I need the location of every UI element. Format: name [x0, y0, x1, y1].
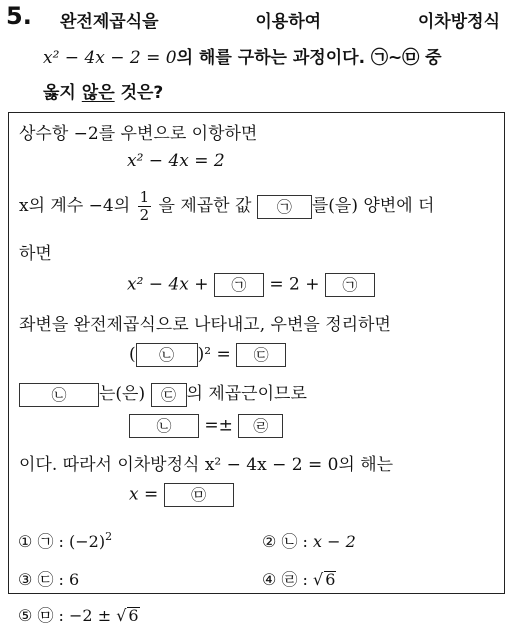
solution-equation [129, 414, 283, 438]
question-text: 완전제곱식을 [60, 12, 159, 32]
blank-box-2: ㉡ [129, 414, 199, 438]
solution-equation [129, 343, 286, 367]
sqrt-symbol: √ [116, 606, 127, 625]
solution-line [19, 379, 307, 407]
solution-box [8, 112, 505, 594]
blank-box-2: ㉡ [136, 343, 198, 367]
solution-equation [127, 273, 375, 297]
equation-text: x² − 4x = 2 [127, 151, 225, 171]
choice-number: ⑤ [18, 606, 33, 625]
choice-expression: x − 2 [313, 532, 356, 551]
choice-4[interactable]: ④ ㉣ : √ 6 [262, 570, 336, 589]
choice-number: ② [262, 532, 277, 551]
solution-line: 좌변을 완전제곱식으로 나타내고, 우변을 정리하면 [19, 315, 391, 335]
solution-line: 상수항 −2를 우변으로 이항하면 [19, 124, 258, 144]
fraction-denominator: 2 [139, 206, 150, 224]
blank-box-2: ㉡ [19, 383, 99, 407]
question-text: 이차방정식 [417, 12, 500, 32]
solution-text: 을 제곱한 값 [158, 196, 252, 216]
solution-text: x의 계수 −4의 [19, 196, 131, 216]
choice-mark: ㉡ [281, 532, 298, 551]
equation-text: = 2 + [269, 274, 320, 295]
choice-expression: (−2) [69, 532, 106, 551]
equation-text: =± [204, 415, 233, 436]
question-text: 이용하여 [255, 12, 322, 32]
solution-equation [127, 151, 225, 171]
question-text: 옳지 [43, 83, 76, 103]
solution-text: 는(은) [99, 384, 146, 404]
choice-mark: ㉤ [37, 606, 54, 625]
choice-expression: 6 [325, 570, 336, 589]
choice-5[interactable]: ⑤ ㉤ : −2 ± √ 6 [18, 606, 139, 625]
choice-3[interactable]: ③ ㉢ : 6 [18, 570, 80, 589]
question-line-3 [43, 78, 163, 103]
solution-equation [129, 483, 234, 507]
blank-box-3: ㉢ [236, 343, 286, 367]
choice-mark: ㉣ [281, 570, 298, 589]
choice-number: ③ [18, 570, 33, 589]
choice-root: 6 [128, 606, 139, 625]
solution-line: 이다. 따라서 이차방정식 x² − 4x − 2 = 0의 해는 [19, 455, 394, 475]
sqrt-symbol: √ [313, 570, 324, 589]
blank-box-3: ㉢ [151, 383, 187, 407]
choice-expression: 6 [69, 570, 80, 589]
solution-line: 하면 [19, 244, 52, 264]
equation-text: x² − 4x + [127, 274, 209, 295]
choice-2[interactable]: ② ㉡ : x − 2 [262, 532, 356, 551]
choice-mark: ㉢ [37, 570, 54, 589]
blank-box-4: ㉣ [238, 414, 283, 438]
choice-mark: ㉠ [37, 532, 54, 551]
solution-text: 의 제곱근이므로 [186, 384, 307, 404]
solution-text: 를(을) 양변에 더 [311, 196, 435, 216]
choice-number: ④ [262, 570, 277, 589]
question-line-1 [60, 7, 500, 32]
question-number: 5. [6, 2, 32, 30]
question-text: 것은? [120, 83, 164, 103]
solution-line [19, 189, 434, 224]
equation-text: x = [129, 484, 159, 505]
question-equation: x² − 4x − 2 = 0 [43, 48, 177, 68]
equation-text: )² = [197, 344, 231, 365]
question-line-2 [43, 43, 442, 68]
equation-text: ( [129, 344, 136, 365]
choice-exponent: 2 [105, 530, 113, 543]
fraction [138, 189, 152, 224]
choice-1[interactable]: ① ㉠ : $(-2)^2$ [18, 530, 113, 551]
choice-expression: −2 ± [69, 606, 112, 625]
blank-box-1: ㉠ [214, 273, 264, 297]
choice-number: ① [18, 532, 33, 551]
underlined-word: 않은 [81, 83, 115, 103]
blank-box-5: ㉤ [164, 483, 234, 507]
fraction-numerator: 1 [139, 188, 150, 206]
blank-box-1: ㉠ [257, 195, 312, 219]
blank-box-1: ㉠ [325, 273, 375, 297]
question-text: 의 해를 구하는 과정이다. ㉠~㉤ 중 [176, 48, 442, 68]
